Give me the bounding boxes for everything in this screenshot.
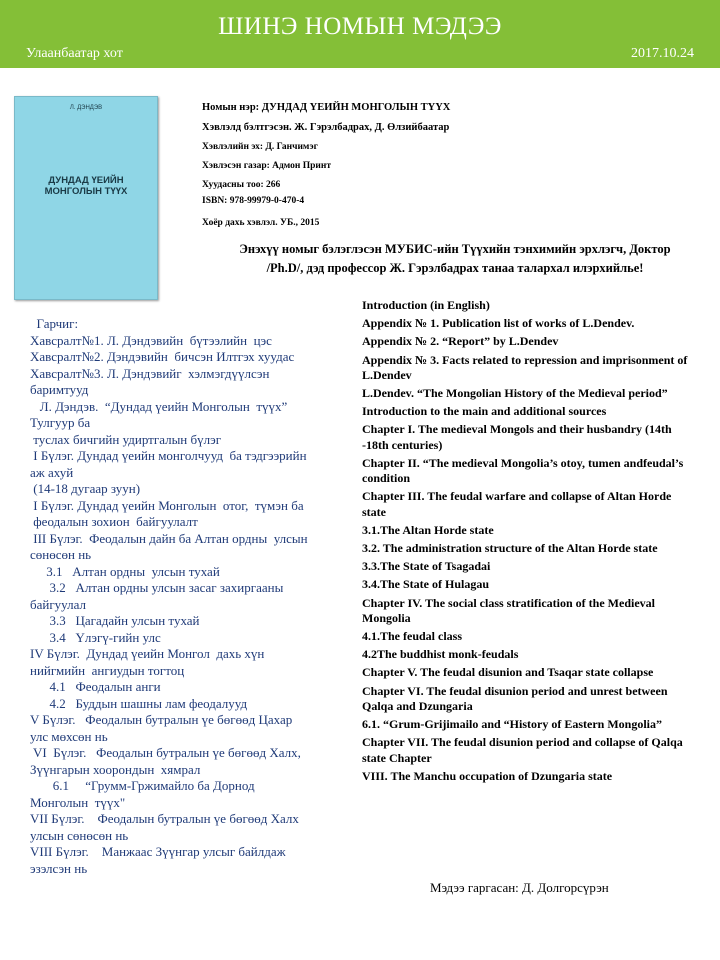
info-edition: Хоёр дахь хэвлэл. УБ., 2015 (202, 218, 320, 228)
toc-line: 3.2 Алтан ордны улсын засаг захиргааны (30, 580, 284, 595)
toc-line: эзэлсэн нь (30, 860, 88, 876)
toc-line: VIII Бүлэг. Манжаас Зүүнгар улсыг байлдаж (30, 844, 286, 859)
toc-line: Зүүнгарын хоорондын хямрал (30, 761, 201, 777)
toc-entry: Chapter III. The feudal warfare and collapse of Altan Horde state (362, 489, 672, 519)
info-layout: Хэвлэлийн эх: Д. Ганчимэг (202, 142, 318, 152)
acknowledgement-line: /Ph.D/, дэд профессор Ж. Гэрэлбадрах танаа талархал илэрхийлье! (266, 261, 644, 275)
toc-entry: 3.3.The State of Tsagadai (362, 559, 491, 574)
toc-entry: VIII. The Manchu occupation of Dzungaria state (362, 768, 613, 783)
toc-entry: 4.1.The feudal class (362, 629, 463, 644)
toc-line: 4.1 Феодалын анги (30, 679, 161, 694)
toc-line: Тулгуур ба (30, 415, 91, 430)
toc-line: баримтууд (30, 382, 89, 397)
toc-line: туслах бичгийн удиртгалын бүлэг (30, 431, 222, 447)
info-pages: Хуудасны тоо: 266 (202, 180, 281, 190)
toc-entry: Introduction to the main and additional sources (362, 404, 607, 419)
toc-line: VII Бүлэг. Феодалын бутралын үе бөгөөд Халх (30, 811, 299, 826)
toc-line: Хавсралт№2. Дэндэвийн бичсэн Илтгэх хуудас (30, 349, 295, 364)
toc-line: феодалын зохион байгуулалт (30, 514, 198, 529)
toc-mongolian (30, 316, 350, 877)
toc-line: VI Бүлэг. Феодалын бутралын үе бөгөөд Халх, (30, 745, 301, 760)
toc-line: V Бүлэг. Феодалын бутралын үе бөгөөд Цахар (30, 712, 293, 727)
acknowledgement (210, 240, 700, 278)
toc-entry: Introduction (in English) (362, 298, 490, 312)
toc-line: нийгмийн ангиудын тогтоц (30, 662, 185, 678)
toc-line: III Бүлэг. Феодалын дайн ба Алтан ордны улсын (30, 530, 308, 546)
cover-author: Л. ДЭНДЭВ (69, 105, 103, 111)
toc-line: IV Бүлэг. Дундад үеийн Монгол дахь хүн (30, 646, 265, 661)
toc-entry: Chapter IV. The social class stratification of the Medieval Mongolia (362, 595, 655, 625)
toc-entry: Chapter VI. The feudal disunion period and unrest between Qalqa and Dzungaria (362, 683, 668, 713)
toc-entry: 3.1.The Altan Horde state (362, 522, 494, 537)
toc-entry: 3.4.The State of Hulagau (362, 577, 490, 592)
toc-line: сөнөсөн нь (30, 547, 92, 562)
toc-entry: Chapter II. “The medieval Mongolia’s otoy, tumen andfeudal’s condition (362, 455, 684, 486)
newsletter-title: ШИНЭ НОМЫН МЭДЭЭ (218, 13, 502, 40)
toc-line: I Бүлэг. Дундад үеийн Монголын отог, түмэн ба (30, 497, 304, 513)
toc-line: (14-18 дугаар зуун) (30, 481, 141, 496)
toc-entry: Chapter V. The feudal disunion and Tsaqar state collapse (362, 665, 654, 680)
toc-line: 3.1 Алтан ордны улсын тухай (30, 563, 220, 579)
toc-line: Хавсралт№3. Л. Дэндэвийг хэлмэгдүүлсэн (30, 365, 270, 381)
toc-entry: L.Dendev. “The Mongolian History of the Medieval period” (362, 386, 668, 401)
toc-line: Хавсралт№1. Л. Дэндэвийн бүтээлийн цэс (30, 332, 272, 348)
info-isbn: ISBN: 978-99979-0-470-4 (202, 196, 305, 206)
toc-entry: Chapter VII. The feudal disunion period and collapse of Qalqa state Chapter (362, 735, 683, 765)
toc-entry: 6.1. “Grum-Grijimailo and “History of Eastern Mongolia” (362, 717, 662, 732)
toc-english (362, 298, 692, 787)
author-credit: Мэдээ гаргасан: Д. Долгорсүрэн (430, 880, 609, 895)
cover-title: ДУНДАД ҮЕИЙН МОНГОЛЫН ТҮҮХ (44, 175, 128, 197)
city-label: Улаанбаатар хот (26, 46, 123, 61)
toc-line: 4.2 Буддын шашны лам феодалууд (30, 695, 248, 711)
toc-line: байгуулал (30, 596, 86, 612)
toc-line: I Бүлэг. Дундад үеийн монголчууд ба тэдгээрийн (30, 448, 307, 463)
book-cover-image (14, 96, 158, 300)
toc-line: улсын сөнөсөн нь (30, 827, 129, 843)
toc-line: Гарчиг: (30, 316, 79, 331)
info-book-title: Номын нэр: ДУНДАД ҮЕИЙН МОНГОЛЫН ТҮҮХ (202, 102, 451, 113)
toc-line: Монголын түүх" (30, 794, 126, 810)
toc-entry: 3.2. The administration structure of the Altan Horde state (362, 541, 658, 556)
toc-line: 3.4 Үлэгү-гийн улс (30, 629, 161, 645)
toc-line: 3.3 Цагадайн улсын тухай (30, 613, 200, 628)
toc-entry: Appendix № 2. “Report” by L.Dendev (362, 334, 559, 349)
toc-line: Л. Дэндэв. “Дундад үеийн Монголын түүх” (30, 398, 288, 414)
toc-entry: Chapter I. The medieval Mongols and their husbandry (14th -18th centuries) (362, 422, 672, 452)
toc-line: аж ахуй (30, 464, 74, 480)
header-banner (0, 0, 720, 68)
toc-entry: Appendix № 1. Publication list of works of L.Dendev. (362, 316, 635, 331)
info-editors: Хэвлэлд бэлтгэсэн. Ж. Гэрэлбадрах, Д. Өлзийбаатар (202, 122, 450, 133)
date-label: 2017.10.24 (631, 46, 694, 61)
toc-line: 6.1 “Грумм-Гржимайло ба Дорнод (30, 778, 255, 793)
acknowledgement-line: Энэхүү номыг бэлэглэсэн МУБИС-ийн Түүхийн тэнхимийн эрхлэгч, Доктор (239, 242, 671, 256)
info-printer: Хэвлэсэн газар: Адмон Принт (202, 161, 332, 171)
toc-line: улс мөхсөн нь (30, 728, 108, 744)
toc-entry: Appendix № 3. Facts related to repression and imprisonment of L.Dendev (362, 352, 688, 382)
toc-entry: 4.2The buddhist monk-feudals (362, 647, 519, 662)
